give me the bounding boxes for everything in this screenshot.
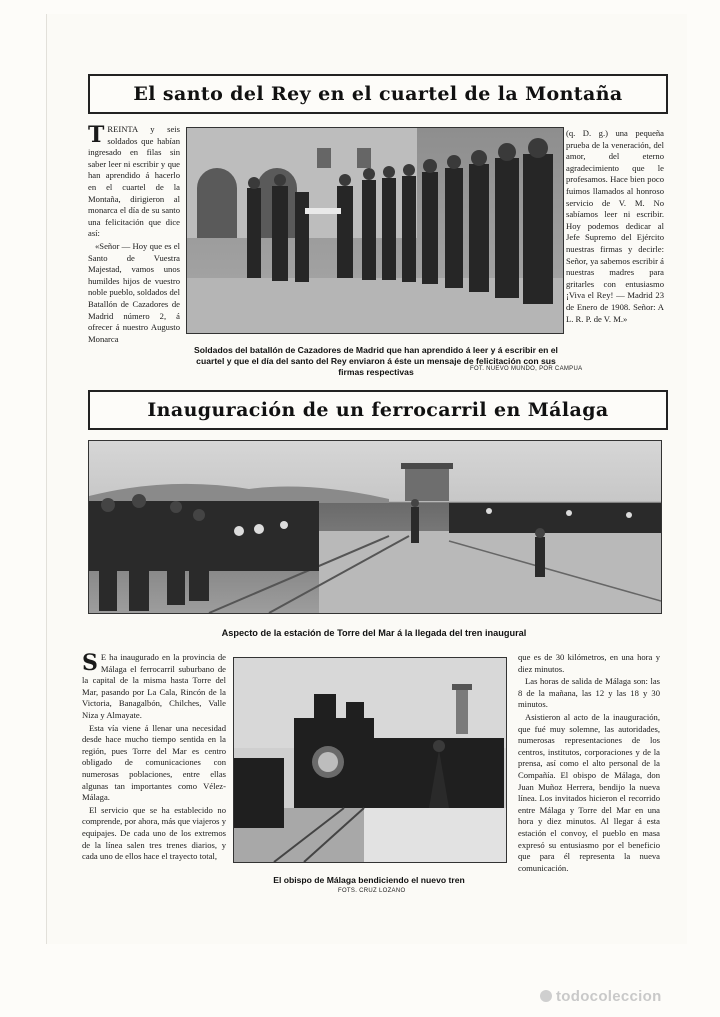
article1-headline <box>88 74 668 114</box>
watermark-text: todocoleccion <box>556 988 662 1005</box>
article2-right-para-2: Las horas de salida de Málaga son: las 8 de la mañana, las 12 y las 18 y 30 minutos. <box>518 676 660 710</box>
article1-title: El santo del Rey en el cuartel de la Montaña <box>133 83 623 105</box>
station-photo-caption: Aspecto de la estación de Torre del Mar á la llegada del tren inaugural <box>221 628 527 638</box>
train-photo-caption: El obispo de Málaga bendiciendo el nuevo tren <box>273 875 465 885</box>
article2-left-column <box>82 652 226 864</box>
article2-dropcap: S <box>82 650 98 676</box>
article1-left-para-2: «Señor — Hoy que es el Santo de Vuestra Majestad, vamos unos humildes hijos de vuestro noble pueblo, soldados del Batallón de Cazadores de Madrid número 2, á ofrecer á nuestro Augusto Monarca <box>88 240 180 344</box>
article1-left-para-1: REINTA y seis soldados que habían ingresado en filas sin saber leer ni escribir y que han aprendido á hacerlo en el cuartel de la Montaña, dirigieron al monarca el día de su santo una felicitación que dice así: <box>88 124 180 239</box>
article2-headline <box>88 390 668 430</box>
watermark-logo-icon <box>540 990 552 1002</box>
article1-photo-credit: FOT. NUEVO MUNDO, POR CAMPUA <box>470 366 583 372</box>
article2-title: Inauguración de un ferrocarril en Málaga <box>147 399 609 421</box>
soldiers-photo <box>186 127 564 334</box>
todocoleccion-watermark <box>540 988 662 1005</box>
article1-left-column <box>88 124 180 346</box>
article2-right-para-1: que es de 30 kilómetros, en una hora y diez minutos. <box>518 652 660 674</box>
article2-left-para-2: Esta vía viene á llenar una necesidad desde hace mucho tiempo sentida en la región, pues Torre del Mar es centro obligado de comunicaciones con numerosas poblaciones, entre ellas algunas tan importantes como Vélez-Málaga. <box>82 722 226 803</box>
train-photo <box>233 657 507 863</box>
article2-left-para-3: El servicio que se ha establecido no comprende, por ahora, más que viajeros y equipajes. De cada uno de los extremos de la línea salen tres trenes diarios, y cada uno de ellos hace el trayecto total, <box>82 804 226 862</box>
article1-dropcap: T <box>88 122 105 148</box>
article2-right-column <box>518 652 660 875</box>
article1-right-column <box>566 128 664 326</box>
station-photo <box>88 440 662 614</box>
article1-right-text: (q. D. g.) una pequeña prueba de la veneración, del amor, del eterno agradecimiento que le profesamos. Hace bien poco fuimos llamados al honroso servicio de V. M. No sabíamos leer ni escribir. Hoy podemos dedicar al Jefe Supremo del Ejército nuestras firmas y decirle: Señor, ya sabemos escribir á nuestras madres para gritarles con entusiasmo ¡Viva el Rey! — Madrid 23 de Enero de 1908. Señor: A L. R. P. de V. M.» <box>566 128 664 324</box>
article1-photo-caption: Soldados del batallón de Cazadores de Madrid que han aprendido á leer y á escribir en el cuartel y que el día del santo del Rey enviaron á éste un mensaje de felicitación con sus firmas respectivas <box>194 345 558 377</box>
article2-right-para-3: Asistieron al acto de la inauguración, que fué muy solemne, las autoridades, numerosas representaciones de los centros, institutos, corporaciones y de la prensa, así como el alto personal de la Compañía. El obispo de Málaga, don Juan Muñoz Herrera, bendijo la nueva línea. Los invitados hicieron el recorrido entre Málaga y Torre del Mar en una hora y diez minutos. Al llegar á esta estación el convoy, el pueblo en masa expresó su entusiasmo por el beneficio que para él representa la nueva comunicación. <box>518 711 660 873</box>
article2-left-para-1: E ha inaugurado en la provincia de Málaga el ferrocarril suburbano de la capital de la misma hasta Torre del Mar, pasando por La Cala, Rincón de la Victoria, Banagalbón, Chilches, Valle Niza y Almayate. <box>82 652 226 720</box>
train-photo-credit: FOTS. CRUZ LOZANO <box>338 888 406 894</box>
